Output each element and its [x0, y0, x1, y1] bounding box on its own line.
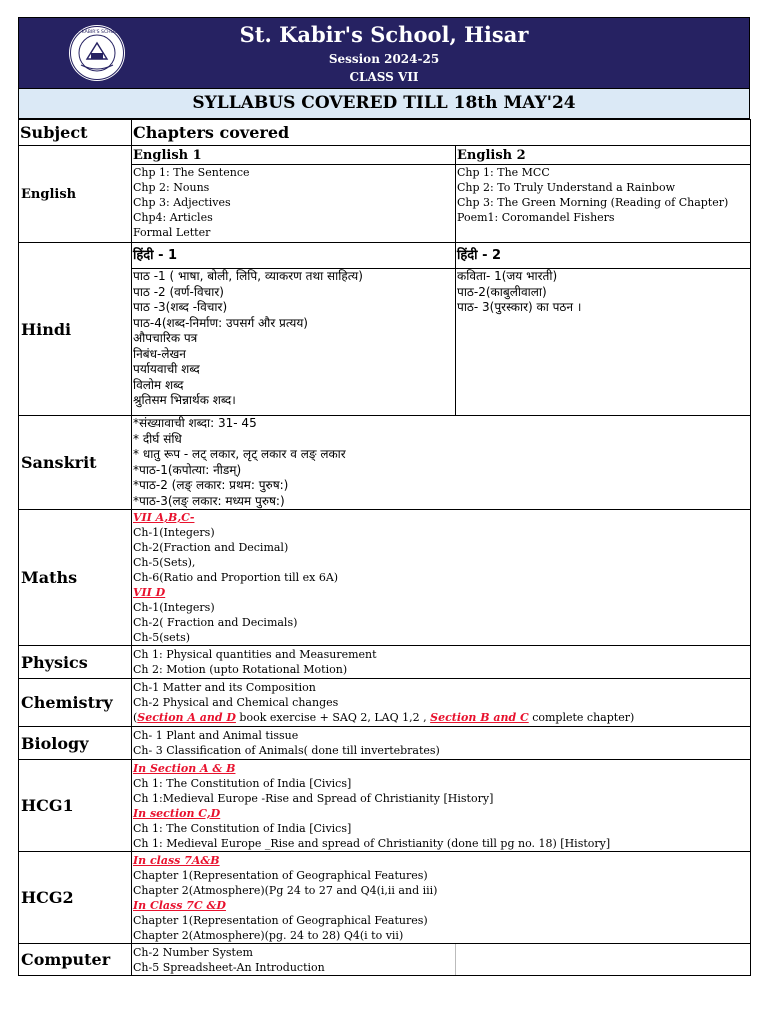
chemistry-row [19, 679, 751, 727]
list-item: पाठ-2(काबुलीवाला) [457, 284, 547, 299]
list-item: *संख्यावाची शब्दा: 31- 45 [133, 416, 257, 430]
syllabus-table [18, 119, 751, 976]
biology-row [19, 727, 751, 760]
english1-chapters [132, 165, 456, 243]
list-item: Ch 1:Medieval Europe -Rise and Spread of Christianity [History] [133, 791, 494, 805]
list-item: पाठ -1 ( भाषा, बोली, लिपि, व्याकरण तथा साहित्य) [133, 269, 363, 283]
list-item: Chp 3: Adjectives [133, 196, 231, 209]
list-item: Ch-2 Physical and Chemical changes [133, 696, 339, 709]
list-item: Ch- 3 Classification of Animals( done till invertebrates) [133, 744, 440, 757]
list-item: Ch-5(Sets), [133, 556, 196, 569]
subject-physics: Physics [19, 646, 132, 679]
list-item: पर्यायवाची शब्द [133, 362, 200, 376]
list-item: Ch 1: The Constitution of India [Civics] [133, 821, 352, 835]
list-item: निबंध-लेखन [133, 346, 186, 361]
list-item: *पाठ-2 (लङ् लकार: प्रथम: पुरुष:) [133, 478, 289, 492]
list-item: विलोम शब्द [133, 377, 184, 392]
section-label: In class 7A&B [133, 853, 220, 867]
list-item: Chapter 1(Representation of Geographical Features) [133, 913, 428, 927]
list-item: Poem1: Coromandel Fishers [457, 211, 615, 224]
subject-hcg1: HCG1 [19, 760, 132, 852]
session-label: Session 2024-25 [328, 52, 440, 66]
list-item: औपचारिक पत्र [133, 331, 198, 345]
list-item: Ch-1(Integers) [133, 526, 215, 539]
subject-maths: Maths [19, 510, 132, 646]
list-item: Ch-2( Fraction and Decimals) [133, 616, 298, 629]
physics-chapters [132, 646, 751, 679]
english2-title: English 2 [456, 146, 751, 165]
section-label: VII A,B,C- [133, 511, 195, 524]
hcg2-chapters [132, 852, 751, 944]
section-label: Section A and D [137, 711, 236, 724]
list-item: श्रुतिसम भिन्नार्थक शब्द। [133, 393, 236, 407]
list-item: *पाठ-3(लङ् लकार: मध्यम पुरुष:) [133, 493, 285, 508]
hcg1-chapters [132, 760, 751, 852]
subject-computer: Computer [19, 944, 132, 976]
list-item: Chp 1: The MCC [457, 166, 550, 179]
list-item: * दीर्घ संधि [133, 431, 182, 446]
section-label: In Class 7C &D [133, 898, 226, 912]
list-item: Chp 2: To Truly Understand a Rainbow [457, 181, 675, 194]
list-item: Ch 2: Motion (upto Rotational Motion) [133, 663, 348, 676]
list-item: Chp4: Articles [133, 211, 213, 224]
list-item: Ch-2 Number System [133, 945, 253, 959]
maths-chapters [132, 510, 751, 646]
section-label: In Section A & B [133, 761, 236, 775]
hindi2-title: हिंदी - 2 [456, 243, 751, 269]
list-item: Ch-2(Fraction and Decimal) [133, 541, 289, 554]
syllabus-banner: SYLLABUS COVERED TILL 18th MAY'24 [18, 89, 750, 119]
list-item: Chp 1: The Sentence [133, 166, 250, 179]
biology-chapters [132, 727, 751, 760]
hcg2-row [19, 852, 751, 944]
table-header-row [19, 120, 751, 146]
chapters-header: Chapters covered [132, 120, 751, 146]
hindi1-title: हिंदी - 1 [132, 243, 456, 269]
list-item: Formal Letter [133, 226, 211, 239]
list-item: Ch 1: Medieval Europe _Rise and spread of Christianity (done till pg no. 18) [History] [133, 836, 611, 850]
sanskrit-chapters [132, 416, 751, 510]
subject-chemistry: Chemistry [19, 679, 132, 727]
chemistry-note: (Section A and D book exercise + SAQ 2, LAQ 1,2 , Section B and C complete chapter) [133, 711, 635, 724]
logo-text: ST. KABIR'S SCHOOL [73, 30, 121, 35]
chemistry-chapters [132, 679, 751, 727]
hindi2-chapters [456, 269, 751, 416]
list-item: Chapter 2(Atmosphere)(Pg 24 to 27 and Q4(i,ii and iii) [133, 883, 438, 897]
english1-title: English 1 [132, 146, 456, 165]
maths-row [19, 510, 751, 646]
list-item: *पाठ-1(कपोत्या: नीडम्) [133, 462, 242, 477]
list-item: Ch 1: Physical quantities and Measurement [133, 648, 377, 661]
computer-row [19, 944, 751, 976]
list-item: Ch-1(Integers) [133, 601, 215, 614]
school-header [18, 17, 750, 89]
english2-chapters [456, 165, 751, 243]
syllabus-sheet [18, 17, 750, 976]
subject-sanskrit: Sanskrit [19, 416, 132, 510]
list-item: पाठ- 3(पुरस्कार) का पठन । [457, 300, 582, 314]
list-item: Ch 1: The Constitution of India [Civics] [133, 776, 352, 790]
subject-english: English [19, 146, 132, 243]
hcg1-row [19, 760, 751, 852]
list-item: Chapter 2(Atmosphere)(pg. 24 to 28) Q4(i to vii) [133, 928, 404, 942]
list-item: Ch-6(Ratio and Proportion till ex 6A) [133, 571, 339, 584]
computer-chapters [132, 944, 456, 976]
list-item: कविता- 1(जय भारती) [457, 269, 558, 283]
list-item: Ch- 1 Plant and Animal tissue [133, 729, 299, 742]
subject-hcg2: HCG2 [19, 852, 132, 944]
list-item: पाठ -2 (वर्ण-विचार) [133, 284, 224, 299]
list-item: Chp 2: Nouns [133, 181, 210, 194]
physics-row [19, 646, 751, 679]
list-item: Ch-5 Spreadsheet-An Introduction [133, 960, 325, 974]
section-label: VII D [133, 586, 166, 599]
hindi1-chapters [132, 269, 456, 416]
list-item: पाठ -3(शब्द -विचार) [133, 300, 228, 314]
list-item: * धातु रूप - लट् लकार, लृट् लकार व लङ् लकार [133, 447, 346, 461]
subject-header: Subject [19, 120, 132, 146]
section-label: Section B and C [430, 711, 529, 724]
school-name: St. Kabir's School, Hisar [239, 22, 529, 47]
hindi-subhead-row [19, 243, 751, 269]
subject-biology: Biology [19, 727, 132, 760]
list-item: Chapter 1(Representation of Geographical Features) [133, 868, 428, 882]
list-item: Ch-1 Matter and its Composition [133, 681, 316, 694]
list-item: पाठ-4(शब्द-निर्माण: उपसर्ग और प्रत्यय) [133, 315, 308, 330]
sanskrit-row [19, 416, 751, 510]
section-label: In section C,D [133, 806, 221, 820]
list-item: Chp 3: The Green Morning (Reading of Chapter) [457, 196, 729, 209]
list-item: Ch-5(sets) [133, 631, 191, 644]
class-label: CLASS VII [349, 70, 419, 84]
computer-empty [456, 944, 751, 976]
subject-hindi: Hindi [19, 243, 132, 416]
english-subhead-row [19, 146, 751, 165]
